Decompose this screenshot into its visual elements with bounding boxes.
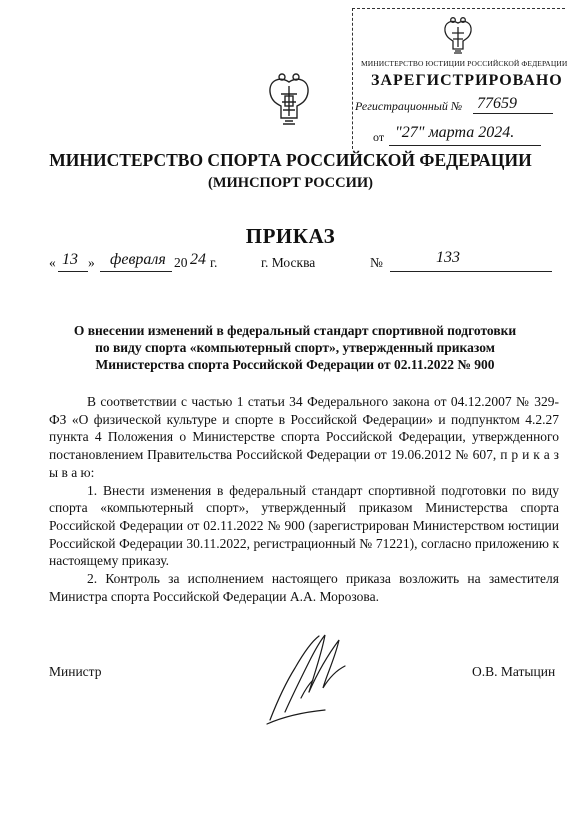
stamp-ministry-name: МИНИСТЕРСТВО ЮСТИЦИИ РОССИЙСКОЙ ФЕДЕРАЦИИ [361,59,568,68]
stamp-from-label: от [373,130,385,144]
order-number: 133 [436,249,460,266]
handwritten-signature [265,632,350,727]
order-city: г. Москва [261,255,316,270]
registration-stamp [352,8,568,149]
order-month: февраля [110,251,166,268]
clause-2-paragraph: 2. Контроль за исполнением настоящего приказа возложить на заместителя Министра спорта Российской Федерации А.А. Морозова. [49,571,559,604]
ministry-short-name: (МИНСПОРТ РОССИИ) [208,175,373,191]
signer-name: О.В. Матыцин [472,664,556,679]
stamp-number-underline [473,113,553,114]
ministry-name: МИНИСТЕРСТВО СПОРТА РОССИЙСКОЙ ФЕДЕРАЦИИ [49,150,532,170]
year-prefix: 20 [174,255,188,270]
order-day: 13 [62,251,78,268]
subject-line: Министерства спорта Российской Федерации от 02.11.2022 № 900 [95,357,495,372]
stamp-date-underline [389,145,541,146]
stamp-registration-label: Регистрационный № [355,99,463,113]
order-subject [60,322,530,373]
year-end: г. [210,255,218,270]
stamp-registration-number: 77659 [477,95,517,112]
quote-close: » [88,255,95,270]
number-label: № [370,255,383,270]
day-underline [58,271,88,272]
subject-line: О внесении изменений в федеральный стандарт спортивной подготовки [73,323,517,338]
subject-line: по виду спорта «компьютерный спорт», утвержденный приказом [95,340,495,355]
year-suffix: 24 [190,251,206,268]
stamp-registration-date: "27" марта 2024. [395,124,515,141]
quote-open: « [49,255,56,270]
stamp-registered-label: ЗАРЕГИСТРИРОВАНО [371,72,563,89]
document-title: ПРИКАЗ [245,224,336,248]
coat-of-arms-icon [266,70,312,128]
signer-position: Министр [49,664,102,679]
order-body [49,393,559,605]
coat-of-arms-icon [441,15,475,55]
number-underline [390,271,552,272]
preamble-paragraph: В соответствии с частью 1 статьи 34 Федерального закона от 04.12.2007 № 329-ФЗ «О физической культуре и спорте в Российской Федерации» и подпунктом 4.2.27 пункта 4 Положения о Министерстве спорта Российской Федерации, утвержденного постановлением Правительства Российской Федерации от 19.06.2012 № 607, п р и к а з ы в а ю: [49,394,559,480]
clause-1-paragraph: 1. Внести изменения в федеральный стандарт спортивной подготовки по виду спорта «компьютерный спорт», утвержденный приказом Министерства спорта Российской Федерации от 02.11.2022 № 900 (зарегистрирован Министерством юстиции Российской Федерации 30.11.2022, регистрационный № 71221), согласно приложению к настоящему приказу. [49,482,559,569]
month-underline [100,271,172,272]
